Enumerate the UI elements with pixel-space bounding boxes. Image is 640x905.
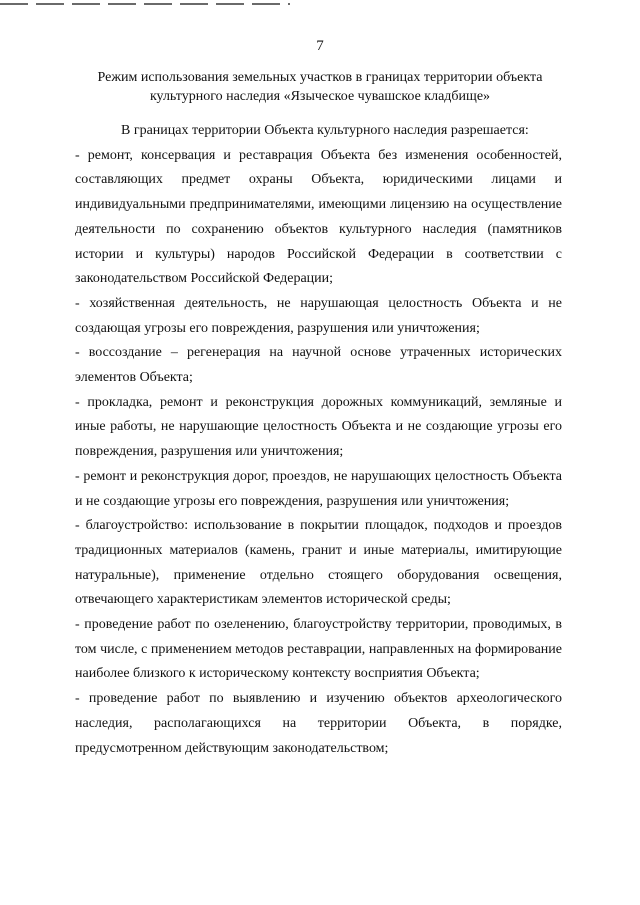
list-item-recreation: - воссоздание – регенерация на научной основе утраченных исторических элементов Объекта;: [75, 345, 562, 386]
title-line-2: культурного наследия «Языческое чувашское кладбище»: [149, 89, 491, 104]
header-rule: [0, 3, 290, 5]
document-body: [75, 119, 562, 761]
title-line-1: Режим использования земельных участков в границах территории объекта: [97, 70, 543, 85]
list-item-road-communications: - прокладка, ремонт и реконструкция дорожных коммуникаций, земляные и иные работы, не нарушающие целостность Объекта и не создающие угрозы его повреждения, разрушения или уничтожения;: [75, 394, 562, 460]
list-item-economic-activity: - хозяйственная деятельность, не нарушающая целостность Объекта и не создающая угрозы его повреждения, разрушения или уничтожения;: [75, 295, 562, 336]
list-item-landscaping: - благоустройство: использование в покрытии площадок, подходов и проездов традиционных материалов (камень, гранит и иные материалы, имитирующие натуральные), применение отдельно стоящего оборудования освещения, отвечающего характеристикам элементов исторической среды;: [75, 518, 562, 608]
document-title: [60, 68, 580, 106]
list-item-archaeology: - проведение работ по выявлению и изучению объектов археологического наследия, располагающихся на территории Объекта, в порядке, предусмотренном действующим законодательством;: [75, 691, 562, 756]
list-item-greening: - проведение работ по озеленению, благоустройству территории, проводимых, в том числе, с применением методов реставрации, направленных на формирование наиболее близкого к историческому контексту восприятия Объекта;: [75, 617, 562, 682]
list-item-restoration: - ремонт, консервация и реставрация Объекта без изменения особенностей, составляющих предмет охраны Объекта, юридическими лицами и индивидуальными предпринимателями, имеющими лицензию на осуществление деятельности по сохранению объектов культурного наследия (памятников истории и культуры) народов Российской Федерации в соответствии с законодательством Российской Федерации;: [75, 147, 562, 287]
intro-paragraph: В границах территории Объекта культурного наследия разрешается:: [121, 123, 529, 138]
page-number: 7: [316, 38, 324, 54]
list-item-road-repair: - ремонт и реконструкция дорог, проездов, не нарушающих целостность Объекта и не создающие угрозы его повреждения, разрушения или уничтожения;: [75, 468, 562, 509]
